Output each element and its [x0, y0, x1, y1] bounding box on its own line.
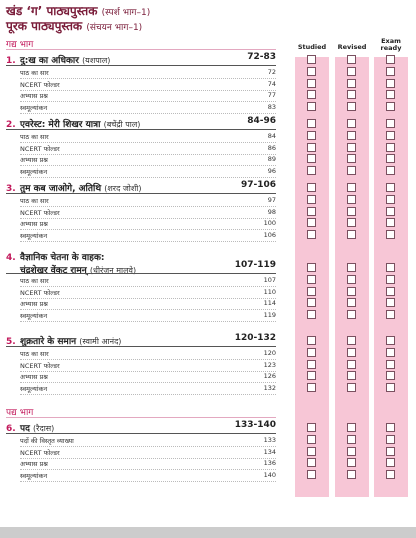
exam-ready-checkbox[interactable] — [386, 371, 395, 380]
revised-checkbox[interactable] — [347, 447, 356, 456]
topic-page: 119 — [263, 310, 276, 319]
revised-checkbox[interactable] — [347, 423, 356, 432]
studied-checkbox[interactable] — [307, 336, 316, 345]
topic-label: अभ्यास प्रश्न — [20, 373, 48, 381]
textbook-subtitle: (स्पर्श भाग–1) — [101, 8, 151, 18]
chapter-divider — [6, 273, 276, 274]
exam-ready-checkbox[interactable] — [386, 143, 395, 152]
topic-page: 97 — [267, 196, 276, 204]
topic-row — [20, 448, 276, 457]
revised-checkbox[interactable] — [347, 348, 356, 357]
studied-checkbox[interactable] — [307, 371, 316, 380]
topic-label: अभ्यास प्रश्न — [20, 220, 48, 228]
topic-divider — [20, 113, 276, 114]
exam-ready-checkbox[interactable] — [386, 207, 395, 216]
topic-page: 100 — [263, 219, 276, 227]
revised-checkbox[interactable] — [347, 67, 356, 76]
topic-row — [20, 103, 276, 112]
chapter-divider — [6, 346, 276, 347]
topic-label: पाठ का सार — [20, 277, 49, 285]
footer-bar — [0, 527, 416, 538]
revised-checkbox[interactable] — [347, 183, 356, 192]
topic-row — [20, 361, 276, 370]
topic-row — [20, 68, 276, 77]
topic-page: 110 — [263, 287, 276, 296]
revised-checkbox[interactable] — [347, 360, 356, 369]
chapter-divider — [6, 65, 276, 66]
topic-row — [20, 349, 276, 358]
exam-ready-checkbox[interactable] — [386, 360, 395, 369]
column-header: Revised — [337, 43, 367, 51]
section-title: गद्य भाग — [6, 40, 34, 50]
studied-checkbox[interactable] — [307, 360, 316, 369]
revised-checkbox[interactable] — [347, 230, 356, 239]
topic-page: 72 — [267, 68, 276, 76]
chapter-title: शुक्रतारे के समान — [20, 337, 77, 347]
exam-ready-checkbox[interactable] — [386, 336, 395, 345]
studied-checkbox[interactable] — [307, 143, 316, 152]
topic-row — [20, 311, 276, 320]
exam-ready-checkbox[interactable] — [386, 218, 395, 227]
column-header: Exam ready — [380, 37, 402, 52]
revised-checkbox[interactable] — [347, 166, 356, 175]
topic-label: अभ्यास प्रश्न — [20, 92, 48, 100]
chapter-number: 5. — [6, 337, 16, 347]
topic-page: 96 — [267, 166, 276, 175]
studied-checkbox[interactable] — [307, 67, 316, 76]
exam-ready-checkbox[interactable] — [386, 275, 395, 284]
studied-checkbox[interactable] — [307, 195, 316, 204]
section-divider — [6, 49, 276, 50]
topic-label: NCERT फोल्डर — [20, 361, 60, 370]
revised-checkbox[interactable] — [347, 458, 356, 467]
topic-row — [20, 459, 276, 468]
topic-page: 83 — [267, 102, 276, 111]
revised-checkbox[interactable] — [347, 79, 356, 88]
topic-label: पाठ का सार — [20, 350, 49, 358]
chapter-row — [6, 250, 276, 276]
topic-row — [20, 196, 276, 205]
topic-page: 126 — [263, 372, 276, 380]
topic-row — [20, 219, 276, 228]
revised-checkbox[interactable] — [347, 336, 356, 345]
studied-checkbox[interactable] — [307, 131, 316, 140]
topic-row — [20, 155, 276, 164]
chapter-author: (बचेंद्री पाल) — [103, 120, 141, 129]
revised-checkbox[interactable] — [347, 218, 356, 227]
topic-label: NCERT फोल्डर — [20, 144, 60, 153]
studied-checkbox[interactable] — [307, 435, 316, 444]
revised-checkbox[interactable] — [347, 310, 356, 319]
studied-checkbox[interactable] — [307, 119, 316, 128]
studied-checkbox[interactable] — [307, 102, 316, 111]
topic-label: अभ्यास प्रश्न — [20, 300, 48, 308]
chapter-author: (धीरंजन मालवे) — [89, 266, 137, 275]
topic-row — [20, 144, 276, 153]
exam-ready-checkbox[interactable] — [386, 79, 395, 88]
chapter-author: (स्वामी आनंद) — [79, 337, 122, 346]
revised-checkbox[interactable] — [347, 195, 356, 204]
revised-checkbox[interactable] — [347, 371, 356, 380]
exam-ready-checkbox[interactable] — [386, 230, 395, 239]
exam-ready-checkbox[interactable] — [386, 435, 395, 444]
exam-ready-checkbox[interactable] — [386, 131, 395, 140]
chapter-title: एवरेस्ट: मेरी शिखर यात्रा — [20, 120, 101, 130]
topic-label: अभ्यास प्रश्न — [20, 460, 48, 468]
chapter-number: 1. — [6, 56, 16, 66]
exam-ready-checkbox[interactable] — [386, 470, 395, 479]
topic-label: पाठ का सार — [20, 69, 49, 77]
topic-row — [20, 167, 276, 176]
topic-page: 123 — [263, 360, 276, 369]
chapter-divider — [6, 193, 276, 194]
exam-ready-checkbox[interactable] — [386, 195, 395, 204]
topic-label: पदों की विस्तृत व्याख्या — [20, 437, 74, 445]
exam-ready-checkbox[interactable] — [386, 119, 395, 128]
studied-checkbox[interactable] — [307, 166, 316, 175]
topic-page: 133 — [263, 436, 276, 444]
topic-label: स्वमूल्यांकन — [20, 384, 48, 393]
topic-divider — [20, 177, 276, 178]
exam-ready-checkbox[interactable] — [386, 447, 395, 456]
revised-checkbox[interactable] — [347, 383, 356, 392]
topic-page: 86 — [267, 143, 276, 152]
exam-ready-checkbox[interactable] — [386, 67, 395, 76]
topic-row — [20, 436, 276, 445]
studied-checkbox[interactable] — [307, 298, 316, 307]
topic-divider — [20, 394, 276, 395]
chapter-author: (शरद जोशी) — [104, 184, 142, 193]
topic-page: 134 — [263, 447, 276, 456]
topic-divider — [20, 481, 276, 482]
chapter-pages: 84-96 — [247, 116, 276, 126]
exam-ready-checkbox[interactable] — [386, 287, 395, 296]
exam-ready-checkbox[interactable] — [386, 90, 395, 99]
chapter-title: वैज्ञानिक चेतना के वाहक: — [20, 253, 105, 263]
exam-ready-checkbox[interactable] — [386, 298, 395, 307]
topic-page: 107 — [263, 276, 276, 284]
topic-page: 140 — [263, 470, 276, 479]
revised-checkbox[interactable] — [347, 287, 356, 296]
studied-checkbox[interactable] — [307, 310, 316, 319]
studied-checkbox[interactable] — [307, 470, 316, 479]
chapter-number: 2. — [6, 120, 16, 130]
topic-page: 74 — [267, 79, 276, 88]
chapter-row — [6, 421, 276, 432]
exam-ready-checkbox[interactable] — [386, 458, 395, 467]
topic-label: पाठ का सार — [20, 197, 49, 205]
topic-label: NCERT फोल्डर — [20, 80, 60, 89]
topic-page: 106 — [263, 230, 276, 239]
chapter-title-line2: चंद्रशेखर वेंकट रामन् — [20, 266, 87, 276]
studied-checkbox[interactable] — [307, 263, 316, 272]
exam-ready-checkbox[interactable] — [386, 310, 395, 319]
topic-page: 114 — [263, 299, 276, 307]
topic-row — [20, 91, 276, 100]
chapter-row — [6, 334, 276, 345]
revised-checkbox[interactable] — [347, 55, 356, 64]
supplementary-heading — [6, 17, 142, 34]
revised-checkbox[interactable] — [347, 131, 356, 140]
topic-label: NCERT फोल्डर — [20, 448, 60, 457]
studied-checkbox[interactable] — [307, 383, 316, 392]
chapter-pages: 133-140 — [234, 420, 276, 430]
topic-divider — [20, 321, 276, 322]
column-header: Studied — [297, 43, 327, 51]
topic-page: 84 — [267, 132, 276, 140]
section-title: पद्य भाग — [6, 408, 34, 418]
studied-checkbox[interactable] — [307, 55, 316, 64]
topic-row — [20, 384, 276, 393]
topic-row — [20, 299, 276, 308]
topic-label: अभ्यास प्रश्न — [20, 156, 48, 164]
chapter-pages: 72-83 — [247, 52, 276, 62]
chapter-title: पद — [20, 424, 30, 434]
chapter-number: 3. — [6, 184, 16, 194]
exam-ready-checkbox[interactable] — [386, 263, 395, 272]
topic-row — [20, 276, 276, 285]
textbook-title: खंड ‘ग’ पाठ्यपुस्तक — [6, 4, 98, 18]
exam-ready-checkbox[interactable] — [386, 102, 395, 111]
exam-ready-checkbox[interactable] — [386, 154, 395, 163]
chapter-divider — [6, 433, 276, 434]
revised-checkbox[interactable] — [347, 275, 356, 284]
topic-row — [20, 208, 276, 217]
studied-checkbox[interactable] — [307, 218, 316, 227]
topic-label: स्वमूल्यांकन — [20, 471, 48, 480]
studied-checkbox[interactable] — [307, 207, 316, 216]
chapter-row — [6, 117, 276, 128]
topic-row — [20, 132, 276, 141]
chapter-title: तुम कब जाओगे, अतिथि — [20, 184, 102, 194]
studied-checkbox[interactable] — [307, 154, 316, 163]
revised-checkbox[interactable] — [347, 298, 356, 307]
topic-page: 136 — [263, 459, 276, 467]
studied-checkbox[interactable] — [307, 423, 316, 432]
chapter-number: 4. — [6, 253, 16, 263]
supplementary-title: पूरक पाठ्यपुस्तक — [6, 19, 83, 33]
studied-checkbox[interactable] — [307, 90, 316, 99]
chapter-divider — [6, 129, 276, 130]
topic-row — [20, 231, 276, 240]
exam-ready-checkbox[interactable] — [386, 55, 395, 64]
studied-checkbox[interactable] — [307, 230, 316, 239]
topic-label: स्वमूल्यांकन — [20, 231, 48, 240]
revised-checkbox[interactable] — [347, 90, 356, 99]
chapter-author: (रैदास) — [33, 424, 55, 433]
topic-row — [20, 288, 276, 297]
chapter-pages: 120-132 — [234, 333, 276, 343]
topic-label: स्वमूल्यांकन — [20, 167, 48, 176]
studied-checkbox[interactable] — [307, 447, 316, 456]
topic-page: 77 — [267, 91, 276, 99]
revised-checkbox[interactable] — [347, 263, 356, 272]
exam-ready-checkbox[interactable] — [386, 166, 395, 175]
topic-row — [20, 471, 276, 480]
topic-label: स्वमूल्यांकन — [20, 311, 48, 320]
revised-checkbox[interactable] — [347, 435, 356, 444]
topic-row — [20, 372, 276, 381]
chapter-number: 6. — [6, 424, 16, 434]
studied-checkbox[interactable] — [307, 183, 316, 192]
studied-checkbox[interactable] — [307, 458, 316, 467]
revised-checkbox[interactable] — [347, 119, 356, 128]
topic-divider — [20, 241, 276, 242]
topic-row — [20, 80, 276, 89]
topic-page: 120 — [263, 349, 276, 357]
topic-page: 89 — [267, 155, 276, 163]
chapter-title: दु:ख का अधिकार — [20, 56, 79, 66]
chapter-pages: 107-119 — [234, 260, 276, 270]
studied-checkbox[interactable] — [307, 79, 316, 88]
topic-label: स्वमूल्यांकन — [20, 103, 48, 112]
chapter-pages: 97-106 — [240, 180, 276, 190]
revised-checkbox[interactable] — [347, 470, 356, 479]
topic-label: NCERT फोल्डर — [20, 288, 60, 297]
exam-ready-checkbox[interactable] — [386, 183, 395, 192]
revised-checkbox[interactable] — [347, 207, 356, 216]
revised-checkbox[interactable] — [347, 154, 356, 163]
revised-checkbox[interactable] — [347, 143, 356, 152]
chapter-author: (यशपाल) — [82, 56, 111, 65]
studied-checkbox[interactable] — [307, 287, 316, 296]
studied-checkbox[interactable] — [307, 275, 316, 284]
supplementary-subtitle: (संचयन भाग–1) — [86, 23, 143, 33]
revised-checkbox[interactable] — [347, 102, 356, 111]
topic-page: 98 — [267, 207, 276, 216]
section-divider — [6, 417, 276, 418]
exam-ready-checkbox[interactable] — [386, 348, 395, 357]
studied-checkbox[interactable] — [307, 348, 316, 357]
chapter-row — [6, 53, 276, 64]
topic-page: 132 — [263, 383, 276, 392]
chapter-row — [6, 181, 276, 192]
exam-ready-checkbox[interactable] — [386, 423, 395, 432]
topic-label: NCERT फोल्डर — [20, 208, 60, 217]
topic-label: पाठ का सार — [20, 133, 49, 141]
exam-ready-checkbox[interactable] — [386, 383, 395, 392]
